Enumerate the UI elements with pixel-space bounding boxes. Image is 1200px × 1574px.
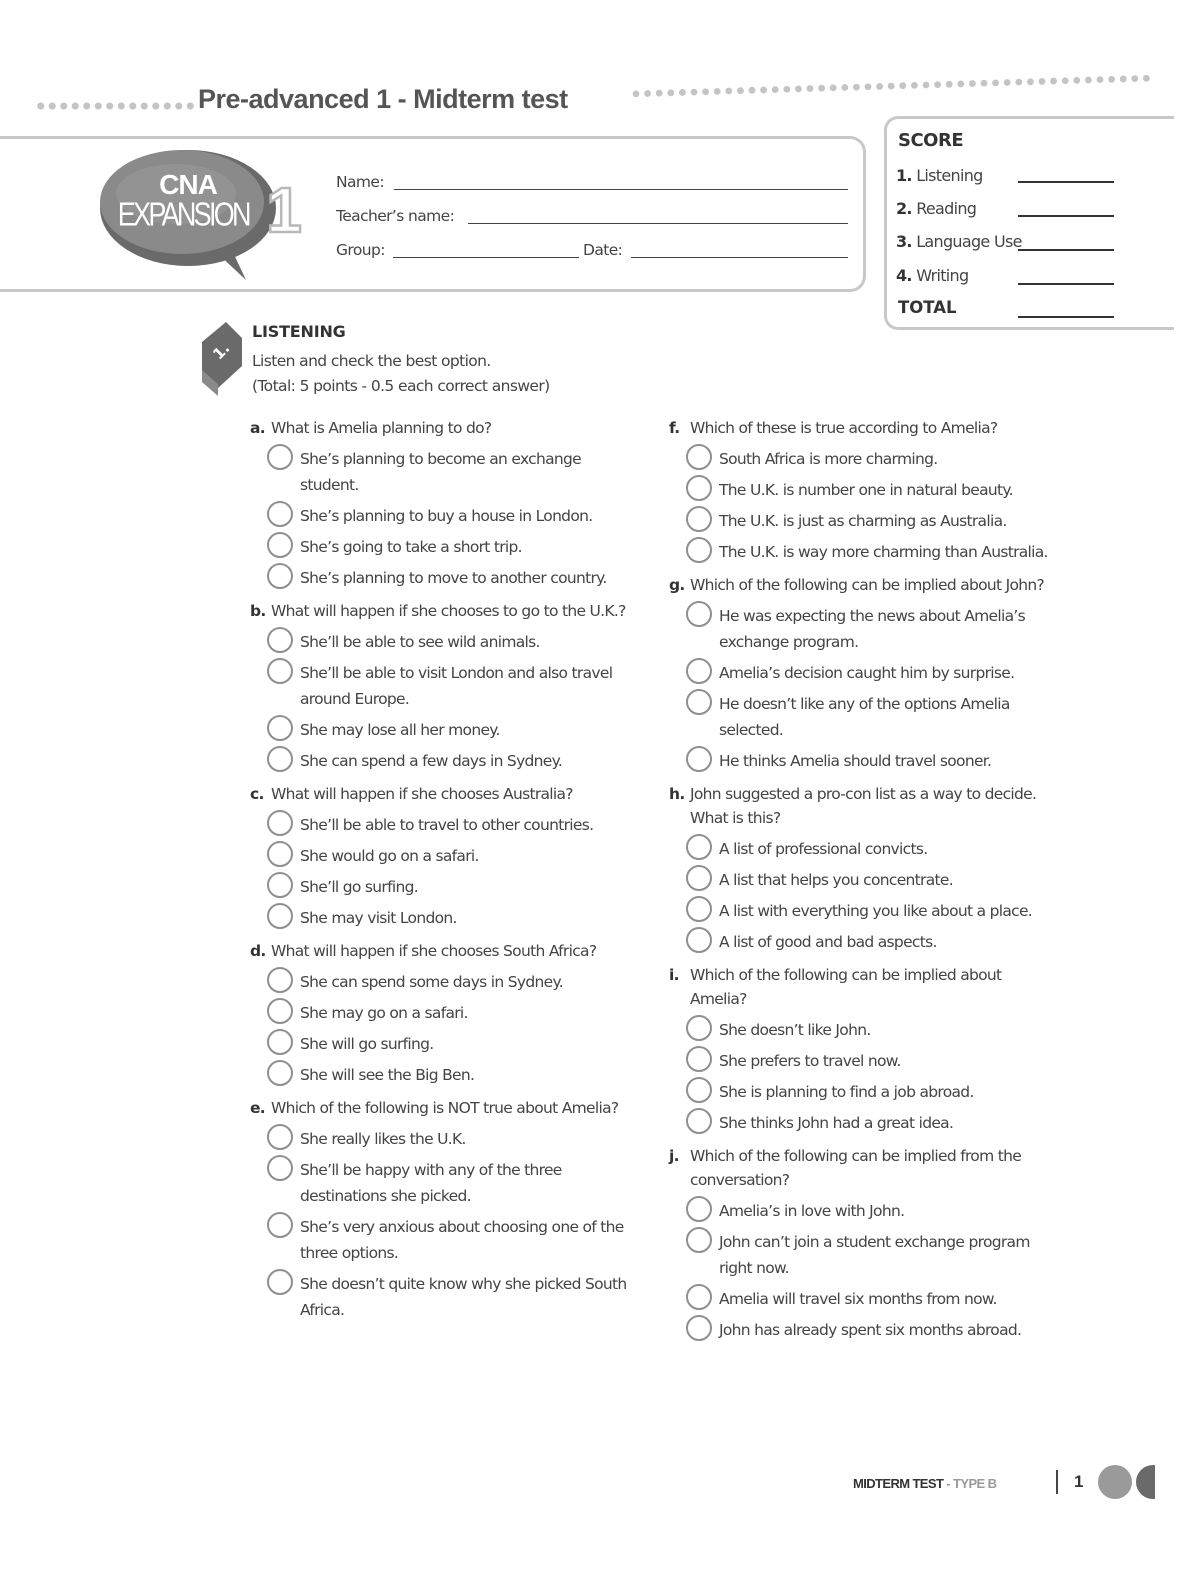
- option-label: The U.K. is just as charming as Australia.: [719, 512, 1007, 530]
- radio-circle-icon[interactable]: [686, 537, 712, 563]
- radio-circle-icon[interactable]: [686, 1284, 712, 1310]
- score-field-reading[interactable]: [1018, 215, 1114, 217]
- answer-option[interactable]: [669, 898, 1061, 924]
- answer-option[interactable]: [669, 1110, 1061, 1136]
- answer-option[interactable]: [669, 929, 1061, 955]
- radio-circle-icon[interactable]: [267, 715, 293, 741]
- question-letter: g.: [669, 576, 685, 594]
- score-row-language-use: 3. Language Use: [896, 232, 1022, 251]
- question-prompt: Which of these is true according to Amelia?: [690, 419, 998, 437]
- date-field[interactable]: [631, 257, 848, 258]
- radio-circle-icon[interactable]: [267, 501, 293, 527]
- question-text: [669, 963, 1061, 1011]
- section-number: 1.: [209, 339, 234, 364]
- answer-option[interactable]: [250, 1214, 635, 1266]
- title-dot: [1085, 77, 1092, 84]
- answer-option[interactable]: [669, 1286, 1061, 1312]
- title-dot: [1015, 79, 1022, 86]
- radio-circle-icon[interactable]: [686, 689, 712, 715]
- option-list: [669, 603, 1061, 774]
- title-dot: [749, 87, 756, 94]
- section-title: LISTENING: [252, 322, 346, 341]
- answer-option[interactable]: [250, 717, 635, 743]
- title-dot: [737, 87, 744, 94]
- radio-circle-icon[interactable]: [267, 967, 293, 993]
- question-text: [669, 416, 1061, 440]
- question-letter: f.: [669, 419, 680, 437]
- radio-circle-icon[interactable]: [267, 627, 293, 653]
- option-list: [250, 969, 635, 1088]
- title-dots-left: [35, 101, 195, 111]
- question-prompt: What will happen if she chooses to go to the U.K.?: [271, 602, 626, 620]
- answer-option[interactable]: [669, 539, 1061, 565]
- radio-circle-icon[interactable]: [267, 841, 293, 867]
- teacher-label: Teacher’s name:: [336, 207, 455, 225]
- question-g: [669, 573, 1061, 774]
- section-number-badge: [196, 320, 246, 396]
- title-dot: [934, 81, 941, 88]
- option-label: She’ll go surfing.: [300, 878, 418, 896]
- footer-test-label: MIDTERM TEST - TYPE B: [853, 1476, 997, 1491]
- answer-option[interactable]: [669, 603, 1061, 655]
- answer-option[interactable]: [669, 446, 1061, 472]
- footer-divider: [1056, 1470, 1058, 1494]
- score-field-language-use[interactable]: [1018, 249, 1114, 251]
- option-label: A list with everything you like about a place.: [719, 902, 1033, 920]
- score-row-writing: 4. Writing: [896, 266, 969, 285]
- option-label: A list of professional convicts.: [719, 840, 928, 858]
- name-label: Name:: [336, 173, 384, 191]
- option-label: She’ll be able to visit London and also travel around Europe.: [300, 664, 613, 708]
- answer-option[interactable]: [250, 969, 635, 995]
- title-dot: [1004, 79, 1011, 86]
- option-label: The U.K. is way more charming than Australia.: [719, 543, 1048, 561]
- radio-circle-icon[interactable]: [267, 658, 293, 684]
- radio-circle-icon[interactable]: [686, 1196, 712, 1222]
- answer-option[interactable]: [669, 1229, 1061, 1281]
- answer-option[interactable]: [669, 660, 1061, 686]
- section-points: (Total: 5 points - 0.5 each correct answer): [252, 377, 550, 395]
- question-text: [669, 1144, 1061, 1192]
- title-dot: [691, 89, 698, 96]
- option-label: She’s planning to become an exchange student.: [300, 450, 582, 494]
- title-dot: [841, 84, 848, 91]
- answer-option[interactable]: [250, 1062, 635, 1088]
- questions-column-right: [669, 416, 1061, 1351]
- question-prompt: Which of the following can be implied about Amelia?: [690, 966, 1002, 1008]
- title-dot: [644, 90, 651, 97]
- footer-decoration-circles: [1097, 1464, 1155, 1500]
- question-c: [250, 782, 635, 931]
- answer-option[interactable]: [250, 905, 635, 931]
- radio-circle-icon[interactable]: [267, 903, 293, 929]
- answer-option[interactable]: [669, 1079, 1061, 1105]
- title-dot: [807, 85, 814, 92]
- answer-option[interactable]: [669, 867, 1061, 893]
- title-dot: [714, 88, 721, 95]
- radio-circle-icon[interactable]: [267, 444, 293, 470]
- title-dot: [725, 88, 732, 95]
- radio-circle-icon[interactable]: [267, 532, 293, 558]
- answer-option[interactable]: [250, 812, 635, 838]
- question-h: [669, 782, 1061, 955]
- question-text: [250, 1096, 635, 1120]
- radio-circle-icon[interactable]: [686, 896, 712, 922]
- radio-circle-icon[interactable]: [267, 1029, 293, 1055]
- option-label: She would go on a safari.: [300, 847, 479, 865]
- question-letter: d.: [250, 942, 266, 960]
- answer-option[interactable]: [669, 836, 1061, 862]
- option-list: [250, 629, 635, 774]
- title-dot: [772, 86, 779, 93]
- option-label: She really likes the U.K.: [300, 1130, 466, 1148]
- answer-option[interactable]: [250, 534, 635, 560]
- answer-option[interactable]: [250, 660, 635, 712]
- question-letter: a.: [250, 419, 265, 437]
- title-dot: [888, 83, 895, 90]
- option-label: She doesn’t like John.: [719, 1021, 871, 1039]
- answer-option[interactable]: [250, 1000, 635, 1026]
- answer-option[interactable]: [669, 1017, 1061, 1043]
- option-label: She can spend a few days in Sydney.: [300, 752, 563, 770]
- option-label: Amelia will travel six months from now.: [719, 1290, 997, 1308]
- option-list: [250, 1126, 635, 1323]
- title-dot: [981, 80, 988, 87]
- cna-expansion-logo: [96, 142, 316, 284]
- answer-option[interactable]: [250, 446, 635, 498]
- question-text: [669, 573, 1061, 597]
- title-dot: [1143, 75, 1150, 82]
- radio-circle-icon[interactable]: [267, 1155, 293, 1181]
- option-label: Amelia’s decision caught him by surprise.: [719, 664, 1015, 682]
- title-dot: [1108, 76, 1115, 83]
- title-dot: [795, 85, 802, 92]
- radio-circle-icon[interactable]: [686, 1108, 712, 1134]
- option-label: She may go on a safari.: [300, 1004, 468, 1022]
- radio-circle-icon[interactable]: [686, 1015, 712, 1041]
- question-text: [250, 416, 635, 440]
- radio-circle-icon[interactable]: [686, 601, 712, 627]
- score-field-total[interactable]: [1018, 316, 1114, 318]
- section-instruction: Listen and check the best option.: [252, 352, 491, 370]
- question-letter: c.: [250, 785, 264, 803]
- name-field[interactable]: [394, 189, 848, 190]
- title-dot: [853, 84, 860, 91]
- question-prompt: Which of the following can be implied about John?: [690, 576, 1045, 594]
- page-number: 1: [1074, 1472, 1084, 1491]
- option-label: The U.K. is number one in natural beauty.: [719, 481, 1013, 499]
- option-label: She is planning to find a job abroad.: [719, 1083, 974, 1101]
- question-prompt: Which of the following is NOT true about Amelia?: [271, 1099, 619, 1117]
- radio-circle-icon[interactable]: [686, 746, 712, 772]
- option-label: He was expecting the news about Amelia’s exchange program.: [719, 607, 1026, 651]
- question-text: [250, 599, 635, 623]
- option-list: [669, 1198, 1061, 1343]
- answer-option[interactable]: [669, 691, 1061, 743]
- option-label: She’ll be able to see wild animals.: [300, 633, 540, 651]
- logo-text-expansion: EXPANSION: [117, 197, 249, 234]
- radio-circle-icon[interactable]: [267, 746, 293, 772]
- question-letter: h.: [669, 785, 685, 803]
- title-dot: [946, 81, 953, 88]
- title-dot: [667, 89, 674, 96]
- title-dot: [783, 86, 790, 93]
- title-dot: [702, 88, 709, 95]
- option-label: John has already spent six months abroad.: [719, 1321, 1022, 1339]
- title-dot: [1062, 77, 1069, 84]
- radio-circle-icon[interactable]: [686, 1315, 712, 1341]
- option-label: A list that helps you concentrate.: [719, 871, 953, 889]
- answer-option[interactable]: [250, 1157, 635, 1209]
- option-label: She’s planning to move to another country.: [300, 569, 607, 587]
- option-label: South Africa is more charming.: [719, 450, 938, 468]
- title-dot: [1050, 78, 1057, 85]
- logo-text-cna: CNA: [159, 169, 217, 200]
- option-label: She doesn’t quite know why she picked South Africa.: [300, 1275, 627, 1319]
- option-label: She’s planning to buy a house in London.: [300, 507, 593, 525]
- answer-option[interactable]: [250, 1271, 635, 1323]
- title-dot: [1073, 77, 1080, 84]
- radio-circle-icon[interactable]: [686, 475, 712, 501]
- option-label: She will see the Big Ben.: [300, 1066, 475, 1084]
- answer-option[interactable]: [669, 508, 1061, 534]
- option-list: [250, 446, 635, 591]
- option-list: [669, 1017, 1061, 1136]
- answer-option[interactable]: [250, 748, 635, 774]
- title-dot: [957, 81, 964, 88]
- radio-circle-icon[interactable]: [267, 1269, 293, 1295]
- option-label: He thinks Amelia should travel sooner.: [719, 752, 992, 770]
- radio-circle-icon[interactable]: [686, 506, 712, 532]
- radio-circle-icon[interactable]: [686, 865, 712, 891]
- option-list: [669, 446, 1061, 565]
- question-text: [669, 782, 1061, 830]
- radio-circle-icon[interactable]: [267, 563, 293, 589]
- option-label: Amelia’s in love with John.: [719, 1202, 905, 1220]
- option-label: A list of good and bad aspects.: [719, 933, 937, 951]
- answer-option[interactable]: [669, 477, 1061, 503]
- title-dots-right: [632, 70, 1154, 100]
- question-prompt: What will happen if she chooses South Africa?: [271, 942, 597, 960]
- answer-option[interactable]: [250, 629, 635, 655]
- title-dot: [830, 84, 837, 91]
- question-j: [669, 1144, 1061, 1343]
- question-a: [250, 416, 635, 591]
- option-label: She thinks John had a great idea.: [719, 1114, 954, 1132]
- answer-option[interactable]: [669, 748, 1061, 774]
- title-dot: [911, 82, 918, 89]
- page-title: Pre-advanced 1 - Midterm test: [198, 84, 568, 114]
- title-dot: [992, 79, 999, 86]
- option-label: She may lose all her money.: [300, 721, 500, 739]
- radio-circle-icon[interactable]: [686, 927, 712, 953]
- group-label: Group:: [336, 241, 385, 259]
- option-label: She can spend some days in Sydney.: [300, 973, 563, 991]
- option-label: She’s very anxious about choosing one of the three options.: [300, 1218, 624, 1262]
- option-label: John can’t join a student exchange program right now.: [719, 1233, 1030, 1277]
- question-f: [669, 416, 1061, 565]
- answer-option[interactable]: [669, 1317, 1061, 1343]
- score-field-writing[interactable]: [1018, 283, 1114, 285]
- title-dot: [1097, 76, 1104, 83]
- title-dot: [760, 87, 767, 94]
- radio-circle-icon[interactable]: [686, 444, 712, 470]
- question-prompt: What will happen if she chooses Australia?: [271, 785, 573, 803]
- option-label: She’ll be able to travel to other countries.: [300, 816, 594, 834]
- question-d: [250, 939, 635, 1088]
- title-dot: [1131, 75, 1138, 82]
- option-list: [669, 836, 1061, 955]
- radio-circle-icon[interactable]: [267, 1124, 293, 1150]
- radio-circle-icon[interactable]: [267, 872, 293, 898]
- score-field-listening[interactable]: [1018, 181, 1114, 183]
- title-dot: [818, 85, 825, 92]
- answer-option[interactable]: [250, 843, 635, 869]
- title-dot: [899, 82, 906, 89]
- radio-circle-icon[interactable]: [686, 1227, 712, 1253]
- questions-column-left: [250, 416, 635, 1331]
- score-title: SCORE: [898, 130, 964, 151]
- score-row-listening: 1. Listening: [896, 166, 983, 185]
- radio-circle-icon[interactable]: [686, 658, 712, 684]
- question-i: [669, 963, 1061, 1136]
- logo-number: 1: [266, 174, 302, 246]
- option-label: She will go surfing.: [300, 1035, 434, 1053]
- radio-circle-icon[interactable]: [686, 1077, 712, 1103]
- title-dot: [679, 89, 686, 96]
- answer-option[interactable]: [250, 503, 635, 529]
- question-letter: b.: [250, 602, 266, 620]
- question-prompt: What is Amelia planning to do?: [271, 419, 492, 437]
- radio-circle-icon[interactable]: [686, 1046, 712, 1072]
- radio-circle-icon[interactable]: [267, 810, 293, 836]
- question-prompt: Which of the following can be implied from the conversation?: [690, 1147, 1022, 1189]
- option-label: She prefers to travel now.: [719, 1052, 901, 1070]
- group-field[interactable]: [393, 257, 579, 258]
- question-text: [250, 782, 635, 806]
- radio-circle-icon[interactable]: [686, 834, 712, 860]
- question-e: [250, 1096, 635, 1323]
- answer-option[interactable]: [669, 1198, 1061, 1224]
- question-letter: j.: [669, 1147, 679, 1165]
- date-label: Date:: [583, 241, 623, 259]
- title-dot: [969, 80, 976, 87]
- option-label: He doesn’t like any of the options Amelia selected.: [719, 695, 1010, 739]
- option-list: [250, 812, 635, 931]
- title-dot: [865, 83, 872, 90]
- title-dot: [923, 82, 930, 89]
- title-dot: [876, 83, 883, 90]
- question-letter: e.: [250, 1099, 266, 1117]
- answer-option[interactable]: [250, 1126, 635, 1152]
- score-total-label: TOTAL: [898, 298, 957, 317]
- question-b: [250, 599, 635, 774]
- answer-option[interactable]: [250, 565, 635, 591]
- score-row-reading: 2. Reading: [896, 199, 977, 218]
- answer-option[interactable]: [250, 874, 635, 900]
- option-label: She’s going to take a short trip.: [300, 538, 522, 556]
- answer-option[interactable]: [669, 1048, 1061, 1074]
- radio-circle-icon[interactable]: [267, 1212, 293, 1238]
- title-dot: [1120, 76, 1127, 83]
- radio-circle-icon[interactable]: [267, 1060, 293, 1086]
- radio-circle-icon[interactable]: [267, 998, 293, 1024]
- question-text: [250, 939, 635, 963]
- title-dot: [1039, 78, 1046, 85]
- teacher-field[interactable]: [468, 223, 848, 224]
- question-prompt: John suggested a pro-con list as a way to decide. What is this?: [690, 785, 1037, 827]
- question-letter: i.: [669, 966, 679, 984]
- option-label: She may visit London.: [300, 909, 457, 927]
- option-label: She’ll be happy with any of the three destinations she picked.: [300, 1161, 562, 1205]
- title-dot: [656, 90, 663, 97]
- answer-option[interactable]: [250, 1031, 635, 1057]
- title-dot: [633, 90, 640, 97]
- title-dot: [1027, 78, 1034, 85]
